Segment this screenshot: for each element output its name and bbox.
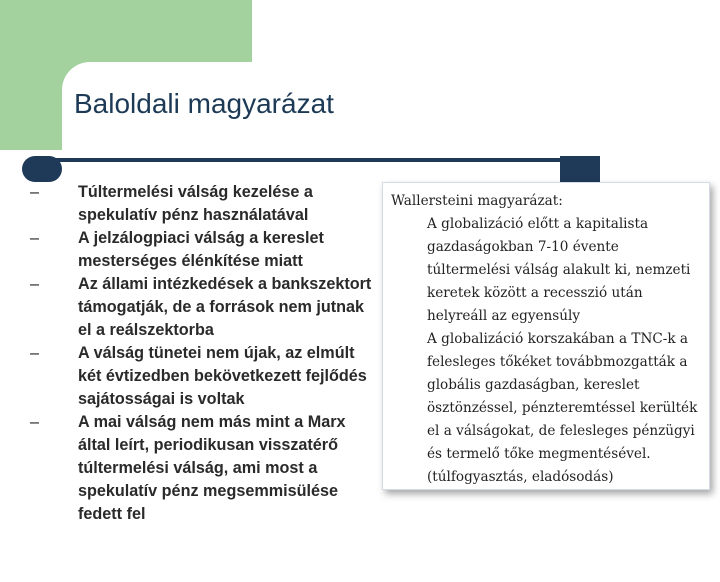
bullet-text: A jelzálogpiaci válság a kereslet mesterséges élénkítése miatt xyxy=(78,229,324,270)
bullet-item xyxy=(30,227,375,273)
wallerstein-paragraph-2: A globalizáció korszakában a TNC-k a felesleges tőkéket továbbmozgatták a globális gazdaságban, kereslet ösztönzéssel, pénzteremtéssel kerülték el a válságokat, de felesleges pénzügyi és termelő tőke megmentésével. (túlfogyasztás, eladósodás) xyxy=(427,331,698,485)
bullet-item xyxy=(30,273,375,342)
wallerstein-text-box xyxy=(382,182,710,490)
bullet-item xyxy=(30,181,375,227)
bullet-text: A válság tünetei nem újak, az elmúlt két évtizedben bekövetkezett fejlődés sajátosságai is voltak xyxy=(78,344,367,408)
title-divider-line xyxy=(40,158,570,162)
bullet-list xyxy=(30,181,375,526)
wallerstein-heading: Wallersteini magyarázat: xyxy=(391,193,563,209)
bullet-item xyxy=(30,342,375,411)
wallerstein-paragraph-1: A globalizáció előtt a kapitalista gazdaságokban 7-10 évente túltermelési válság alakult ki, nemzeti keretek között a recesszió után helyreáll az egyensúly xyxy=(427,216,691,324)
bullet-dash: – xyxy=(30,275,40,293)
slide-title: Baloldali magyarázat xyxy=(74,88,334,119)
bullet-text: Az állami intézkedések a bankszektort támogatják, de a források nem jutnak el a reálszektorba xyxy=(78,275,372,339)
bullet-item xyxy=(30,411,375,526)
bullet-text: A mai válság nem más mint a Marx által leírt, periodikusan visszatérő túltermelési válság, ami most a spekulatív pénz megsemmisülése fedett fel xyxy=(78,413,346,523)
bullet-text: Túltermelési válság kezelése a spekulatív pénz használatával xyxy=(78,183,313,224)
divider-left-cap xyxy=(22,156,62,182)
bullet-dash: – xyxy=(30,344,40,362)
bullet-dash: – xyxy=(30,229,40,247)
bullet-dash: – xyxy=(30,413,40,431)
divider-right-cap xyxy=(560,156,600,182)
bullet-dash: – xyxy=(30,183,40,201)
